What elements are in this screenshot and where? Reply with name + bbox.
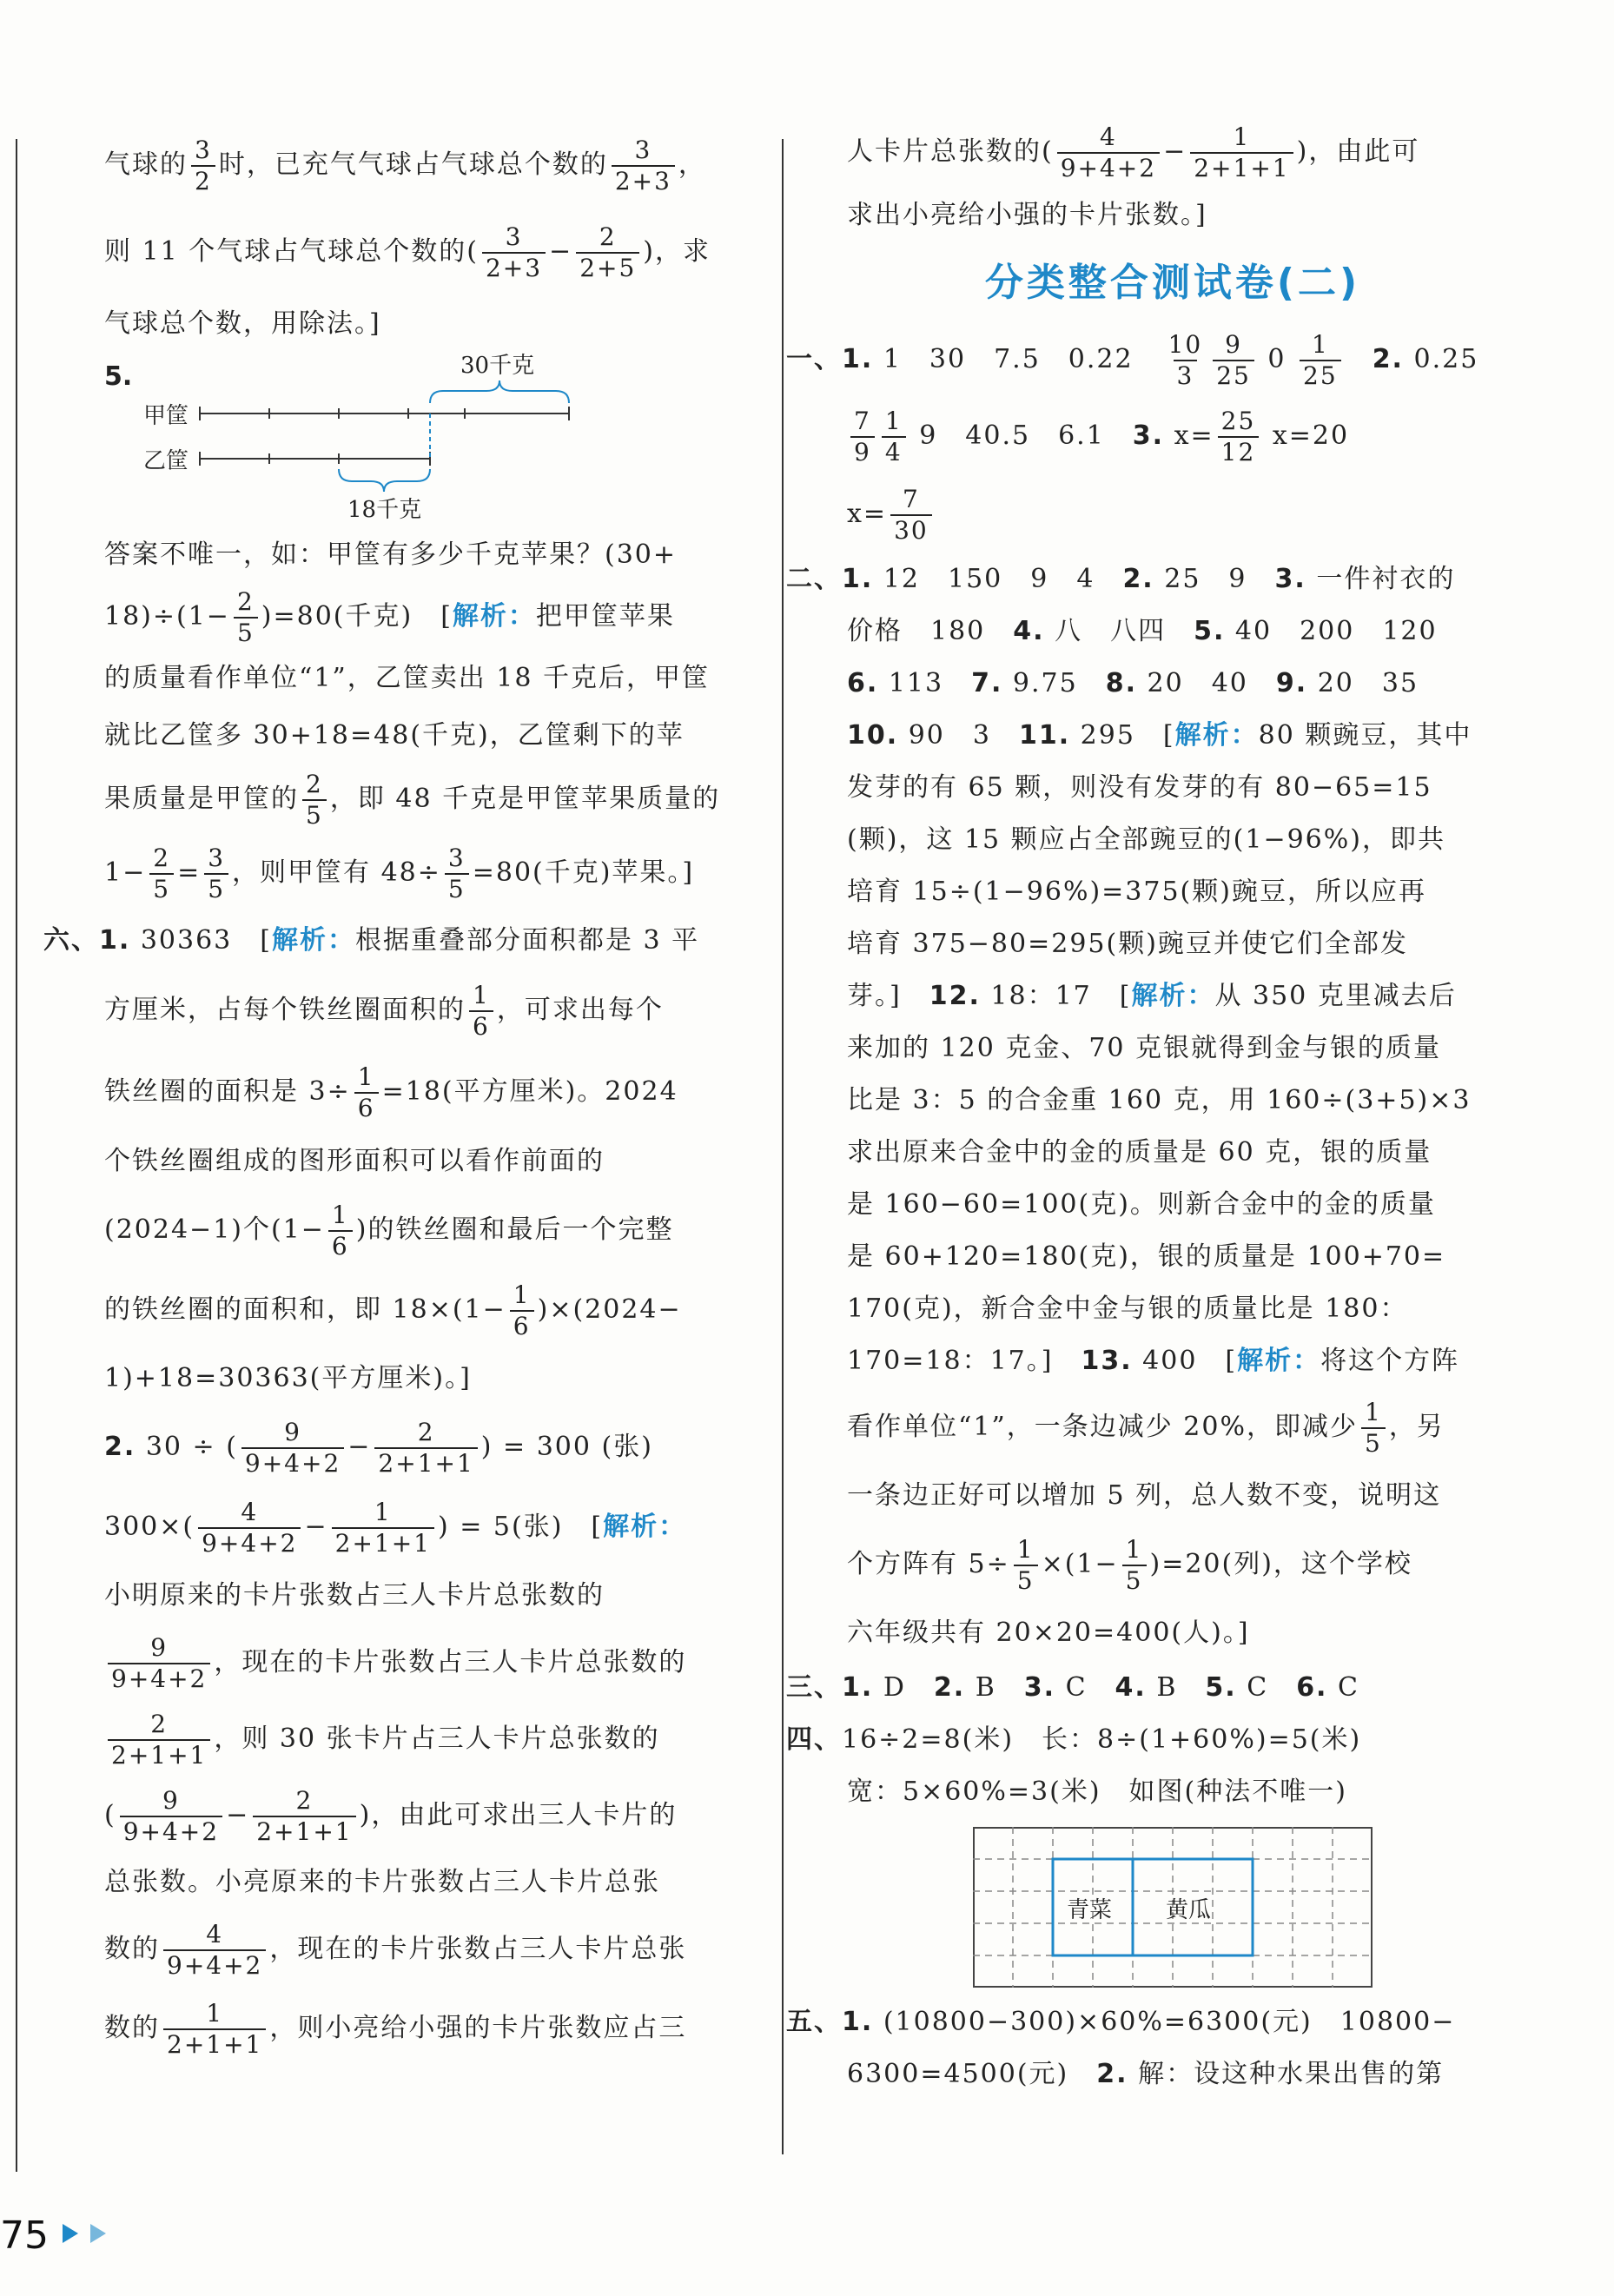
answer-line: 宽：5×60%=3(米) 如图(种法不唯一)	[847, 1777, 1347, 1807]
fraction: $\frac{25}{12}$	[1218, 407, 1260, 467]
answer-line: 一、1. 1 30 7.5 0.22 $\frac{10}{3}$ $\frac{9}{25}$ 0 $\frac{1}{25}$ 2. 0.25	[786, 330, 1479, 390]
fraction: $\frac{9}{25}$	[1213, 330, 1254, 391]
text: 气球的	[104, 149, 188, 180]
fraction: $\frac{3}{2}$	[191, 136, 215, 196]
answer-line: 170(克)，新合金中金与银的质量比是 180：	[847, 1294, 1408, 1324]
cell-huanggua: 黄瓜	[1166, 1897, 1212, 1923]
fraction: $\frac{2}{2+1+1}$	[374, 1418, 477, 1479]
answer-line: 18)÷(1− $\frac{2}{5}$ )=80(千克) [解析：把甲筐苹果	[104, 587, 675, 647]
fraction: $\frac{3}{5}$	[445, 844, 469, 904]
answer-line: 个方阵有 5÷ $\frac{1}{5}$ ×(1− $\frac{1}{5}$ )=20(列)，这个学校	[847, 1535, 1412, 1595]
fraction: $\frac{2}{5}$	[302, 770, 327, 830]
analysis-tag: 解析：	[452, 601, 536, 632]
fraction: $\frac{7}{9}$	[850, 407, 875, 467]
answer-line: 一条边正好可以增加 5 列，总人数不变，说明这	[847, 1480, 1442, 1511]
label-18kg: 18千克	[347, 497, 422, 523]
answer-line: x= $\frac{7}{30}$	[847, 475, 1498, 553]
answer-line: 2. 30 ÷ ( $\frac{9}{9+4+2}$ − $\frac{2}{2+1+1}$ ) = 300 (张)	[104, 1418, 653, 1478]
planting-grid	[973, 1827, 1373, 1988]
fraction: $\frac{9}{9+4+2}$	[120, 1786, 222, 1847]
fraction: $\frac{3}{5}$	[204, 844, 228, 904]
fraction: $\frac{1}{6}$	[328, 1201, 353, 1261]
section-label: 四、	[786, 1724, 842, 1755]
answer-line: 6300=4500(元) 2. 解：设这种水果出售的第	[847, 2059, 1445, 2089]
label-yi: 乙筐	[143, 448, 189, 474]
answer-line: 二、1. 12 150 9 4 2. 25 9 3. 一件衬衣的	[786, 564, 1456, 594]
answer-line: 铁丝圈的面积是 3÷ $\frac{1}{6}$ =18(平方厘米)。2024	[104, 1062, 678, 1122]
section-label: 六、1.	[43, 925, 131, 956]
analysis-tag: 解析：	[271, 925, 355, 956]
analysis-tag: 解析：	[1131, 981, 1215, 1011]
text: 则 11 个气球占气球总个数的(	[104, 236, 479, 267]
right-column	[786, 117, 1498, 2101]
answer-line: 发芽的有 65 颗，则没有发芽的有 80−65=15	[847, 772, 1432, 803]
answer-line: 就比乙筐多 30+18=48(千克)，乙筐剩下的苹	[104, 720, 685, 751]
text: )，求	[643, 236, 711, 267]
fraction: $\frac{2}{2+1+1}$	[253, 1786, 355, 1847]
fraction: $\frac{3}{2+3}$	[482, 222, 546, 283]
fraction: $\frac{1}{5}$	[1014, 1535, 1038, 1596]
bar-diagram	[104, 353, 743, 526]
arrow-icon	[63, 2224, 78, 2243]
fraction: $\frac{1}{2+1+1}$	[163, 1999, 266, 2060]
answer-line: 1− $\frac{2}{5}$ = $\frac{3}{5}$ ，则甲筐有 48÷ $\frac{3}{5}$ =80(千克)苹果。]	[104, 844, 695, 903]
answer-line: 六年级共有 20×20=400(人)。]	[847, 1618, 1250, 1648]
answer-line: 求出小亮给小强的卡片张数。]	[847, 200, 1207, 230]
left-column	[43, 122, 743, 2069]
fraction: $\frac{2}{5}$	[234, 587, 258, 648]
brace-bottom	[339, 469, 430, 492]
answer-line: 总张数。小亮原来的卡片张数占三人卡片总张	[104, 1867, 660, 1897]
brace-top	[430, 380, 569, 403]
text: ，	[678, 149, 706, 180]
answer-line: ( $\frac{9}{9+4+2}$ − $\frac{2}{2+1+1}$ )，由此可求出三人卡片的	[104, 1786, 678, 1846]
answer-line: 四、16÷2=8(米) 长：8÷(1+60%)=5(米)	[786, 1724, 1362, 1755]
text: 时，已充气气球占气球总个数的	[218, 149, 608, 180]
answer-line: 答案不唯一，如：甲筐有多少千克苹果？(30+	[104, 539, 678, 570]
fraction: $\frac{4}{9+4+2}$	[198, 1498, 301, 1558]
answer-line: 170=18：17。] 13. 400 [解析：将这个方阵	[847, 1346, 1460, 1376]
answer-line: 10. 90 3 11. 295 [解析：80 颗豌豆，其中	[847, 720, 1472, 751]
fraction: $\frac{1}{6}$	[469, 981, 493, 1042]
answer-line: 比是 3：5 的合金重 160 克，用 160÷(3+5)×3	[847, 1085, 1472, 1115]
label-jia: 甲筐	[143, 403, 189, 429]
answer-line: 六、1. 30363 [解析：根据重叠部分面积都是 3 平	[43, 925, 700, 956]
answer-line: 的质量看作单位“1”，乙筐卖出 18 千克后，甲筐	[104, 663, 711, 693]
answer-line: (2024−1)个(1− $\frac{1}{6}$ )的铁丝圈和最后一个完整	[104, 1201, 674, 1260]
answer-line: 芽。] 12. 18：17 [解析：从 350 克里减去后	[847, 981, 1457, 1011]
answer-line: 的铁丝圈的面积和，即 18×(1− $\frac{1}{6}$ )×(2024−	[104, 1280, 682, 1340]
answer-line: 个铁丝圈组成的图形面积可以看作前面的	[104, 1146, 605, 1176]
answer-line: 1)+18=30363(平方厘米)。]	[104, 1363, 472, 1393]
fraction: $\frac{3}{2+3}$	[612, 136, 675, 196]
fraction: $\frac{2}{2+1+1}$	[108, 1710, 210, 1770]
fraction: $\frac{1}{2+1+1}$	[332, 1498, 434, 1558]
cell-qingcai: 青菜	[1067, 1897, 1113, 1923]
section-label: 二、1.	[786, 564, 874, 594]
answer-line: 则 11 个气球占气球总个数的( $\frac{3}{2+3}$ − $\frac{2}{2+5}$ )，求	[104, 222, 711, 282]
fraction: $\frac{1}{25}$	[1300, 330, 1341, 391]
answer-line: 300×( $\frac{4}{9+4+2}$ − $\frac{1}{2+1+1}$ ) = 5(张) [解析：	[104, 1498, 687, 1558]
fraction: $\frac{4}{9+4+2}$	[1057, 122, 1160, 183]
left-margin-rule	[16, 139, 17, 2172]
answer-line: 价格 180 4. 八 八四 5. 40 200 120	[847, 616, 1438, 646]
answer-line: 培育 15÷(1−96%)=375(颗)豌豆，所以应再	[847, 877, 1426, 907]
answer-line: (颗)，这 15 颗应占全部豌豆的(1−96%)，即共	[847, 824, 1445, 855]
answer-line: 数的 $\frac{4}{9+4+2}$ ，现在的卡片张数占三人卡片总张	[104, 1920, 687, 1980]
fraction: $\frac{4}{9+4+2}$	[163, 1920, 266, 1981]
section-title: 分类整合测试卷(二)	[984, 261, 1361, 305]
fraction: $\frac{1}{6}$	[510, 1280, 534, 1341]
section-label: 一、1.	[786, 344, 874, 374]
label-30kg: 30千克	[460, 353, 535, 379]
column-divider	[782, 139, 784, 2154]
answer-line: $\frac{9}{9+4+2}$ ，现在的卡片张数占三人卡片总张数的	[104, 1624, 743, 1701]
answer-line: 果质量是甲筐的 $\frac{2}{5}$ ，即 48 千克是甲筐苹果质量的	[104, 770, 721, 830]
fraction: $\frac{1}{2+1+1}$	[1190, 122, 1293, 183]
fraction: $\frac{9}{9+4+2}$	[241, 1418, 344, 1479]
answer-line: 6. 113 7. 9.75 8. 20 40 9. 20 35	[847, 668, 1419, 698]
answer-line: 小明原来的卡片张数占三人卡片总张数的	[104, 1580, 605, 1611]
fraction: $\frac{1}{6}$	[354, 1062, 379, 1123]
answer-line	[104, 122, 743, 208]
fraction: $\frac{1}{4}$	[882, 407, 906, 467]
answer-line: 是 160−60=100(克)。则新合金中的金的质量	[847, 1189, 1436, 1220]
answer-line: 数的 $\frac{1}{2+1+1}$ ，则小亮给小强的卡片张数应占三	[104, 1999, 687, 2059]
answer-line: 气球总个数，用除法。]	[104, 308, 381, 339]
fraction: $\frac{1}{5}$	[1361, 1398, 1386, 1459]
answer-line: 看作单位“1”，一条边减少 20%，即减少 $\frac{1}{5}$ ，另	[847, 1398, 1445, 1458]
fraction: $\frac{2}{5}$	[149, 844, 174, 904]
answer-line: 三、1. D 2. B 3. C 4. B 5. C 6. C	[786, 1672, 1359, 1703]
line-segment-diagram	[104, 353, 743, 526]
section-label: 五、1.	[786, 2007, 874, 2037]
answer-line: 人卡片总张数的( $\frac{4}{9+4+2}$ − $\frac{1}{2+1+1}$ )，由此可	[847, 122, 1420, 182]
question-number: 2.	[104, 1432, 136, 1462]
analysis-tag: 解析：	[1174, 720, 1259, 751]
fraction: $\frac{1}{5}$	[1122, 1535, 1147, 1596]
answer-line: 五、1. (10800−300)×60%=6300(元) 10800−	[786, 2007, 1456, 2037]
analysis-tag: 解析：	[603, 1512, 687, 1542]
fraction: $\frac{7}{30}$	[890, 485, 932, 546]
analysis-tag: 解析：	[1237, 1346, 1321, 1376]
answer-line: 来加的 120 克金、70 克银就得到金与银的质量	[847, 1033, 1442, 1063]
answer-line: 方厘米，占每个铁丝圈面积的 $\frac{1}{6}$ ，可求出每个	[104, 981, 664, 1041]
page-number: 75	[0, 2213, 49, 2258]
answer-line: 求出原来合金中的金的质量是 60 克，银的质量	[847, 1137, 1432, 1168]
fraction: $\frac{2}{2+5}$	[576, 222, 639, 283]
arrow-icon	[90, 2224, 106, 2243]
question-number: 5.	[104, 361, 133, 392]
answer-line: 是 60+120=180(克)，银的质量是 100+70=	[847, 1241, 1446, 1272]
fraction: $\frac{10}{3}$	[1168, 330, 1203, 390]
answer-line: 培育 375−80=295(颗)豌豆并使它们全部发	[847, 929, 1408, 959]
answer-line: $\frac{7}{9}$ $\frac{1}{4}$ 9 40.5 6.1 3. x= $\frac{25}{12}$ x=20	[847, 397, 1498, 475]
section-label: 三、1.	[786, 1672, 874, 1703]
answer-line: $\frac{2}{2+1+1}$ ，则 30 张卡片占三人卡片总张数的	[104, 1701, 743, 1777]
fraction: $\frac{9}{9+4+2}$	[108, 1633, 210, 1694]
